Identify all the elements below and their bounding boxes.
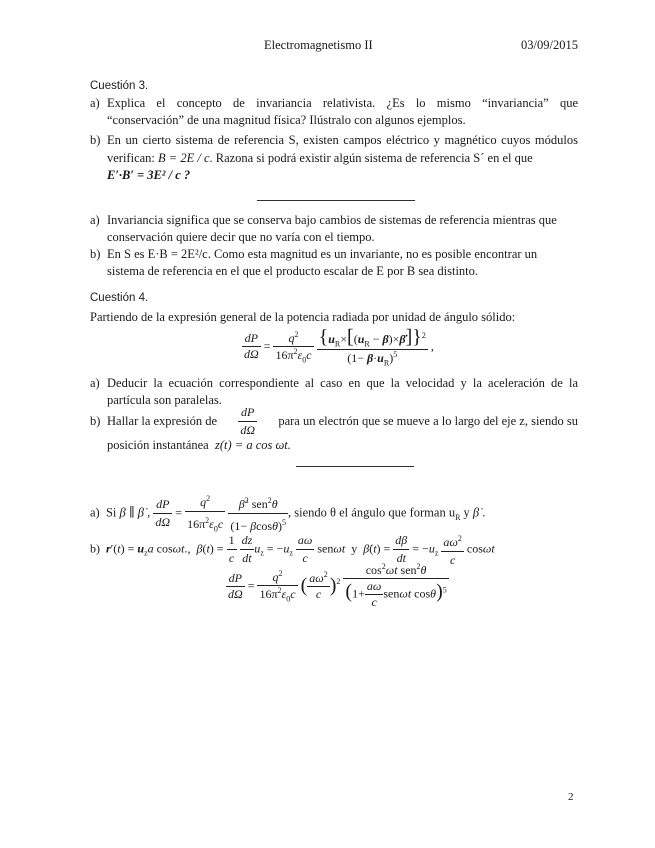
q3-answer-b-line1: En S es E·B = 2E²/c. Como esta magnitud es un invariante, no es posible encontrar un xyxy=(107,247,538,261)
q3-b-line2-pre: verifican: xyxy=(107,151,155,165)
page-number: 2 xyxy=(568,791,574,803)
q3-a-line2: “conservación” de una magnitud física? Ilústralo con algunos ejemplos. xyxy=(107,113,466,127)
q3-b-label: b) xyxy=(90,133,101,147)
q4-a-line1: Deducir la ecuación correspondiente al caso en que la velocidad y la aceleración de la xyxy=(107,376,578,390)
q4-answer-a-text2: y xyxy=(463,505,470,520)
question-4-heading: Cuestión 4. xyxy=(90,292,149,304)
q4-answer-b-result-formula: $\frac{dP}{d\Omega}$ = $\frac{q^2}{16\pi^2\varepsilon_0c}$ ( $\frac{a\omega^2}{c}$ )$^2$ $\cos^2\omega t$ sen$^2$θ (1+ $\frac{a\omega}{c}$ senωt cosθ)$^5$ xyxy=(228,562,447,609)
q4-b-line2 xyxy=(107,437,291,454)
q3-b-condition-equation: B = 2E / c xyxy=(158,151,210,165)
document-title: Electromagnetismo II xyxy=(264,38,373,52)
radiated-power-formula: $\frac{dP}{d\Omega}$ = $\frac{q^2}{16\pi^2\varepsilon_0c}$ $\frac{\{u_R\times[(u_R - \beta)\times\betȧ]\}^2}{(1- \beta\cdot u_R)^5}$ , xyxy=(244,326,434,368)
q3-b-target-equation: E′·B′ = 3E² / c ? xyxy=(107,168,191,182)
q3-answer-b-label: b) xyxy=(90,247,101,261)
q3-answer-a-line2: conservación quiere decir que no varía con el tiempo. xyxy=(107,230,375,244)
q3-b-line2-post: . Razona si podrá existir algún sistema de referencia S´ en el que xyxy=(209,151,533,165)
q4-b-line1-pre: Hallar la expresión de xyxy=(107,414,218,428)
q3-a-label: a) xyxy=(90,96,100,110)
q3-b-line2 xyxy=(107,150,533,167)
q3-a-line1: Explica el concepto de invariancia relativista. ¿Es lo mismo “invariancia” que xyxy=(107,96,578,110)
q4-answer-a: a) Si β ∥ β̇ , $\frac{dP}{d\Omega}$ = $\frac{q^2}{16\pi^2\varepsilon_0c}$ $\frac{\betȧ^2 sen^2\theta}{(1- \beta\cos\theta)^5}$ , siendo θ el ángulo que forman $u_R$ y β̇ . xyxy=(90,490,485,537)
q4-answer-b-line1: b) $r'(t) = u_za$ cosωt., β(t) = $\frac{1}{c}$ $\frac{dz}{dt}$ $u_z = -u_z$ $\frac{a\omega}{c}$ senωt y β̇(t) = $\frac{d\beta}{dt}$ = $-u_z$ $\frac{a\omega^2}{c}$ cosωt xyxy=(90,530,495,569)
separator-rule xyxy=(296,466,414,467)
document-date: 03/09/2015 xyxy=(521,38,578,52)
q4-b-line2-pre: posición instantánea xyxy=(107,438,209,452)
q4-b-position-equation: z(t) = a cos ωt. xyxy=(214,438,291,452)
q3-answer-a-label: a) xyxy=(90,213,100,227)
q3-b-line3 xyxy=(107,167,190,184)
q4-b-label: b) xyxy=(90,414,101,428)
q4-a-label: a) xyxy=(90,376,100,390)
q4-answer-a-text: , siendo θ el ángulo que forman u xyxy=(288,505,456,520)
q4-intro: Partiendo de la expresión general de la potencia radiada por unidad de ángulo sólido: xyxy=(90,310,516,324)
q4-a-line2: partícula son paralelas. xyxy=(107,393,222,407)
question-3-heading: Cuestión 3. xyxy=(90,80,149,92)
q4-b-line1: Hallar la expresión de $\frac{dP}{d\Omega}$ para un electrón que se mueve a lo largo del eje z, siendo su xyxy=(107,405,578,437)
q4-b-line1-post: para un electrón que se mueve a lo largo del eje z, siendo su xyxy=(278,414,578,428)
separator-rule xyxy=(257,200,415,201)
q3-answer-b-line2: sistema de referencia en el que el producto escalar de E por B sea distinto. xyxy=(107,264,479,278)
q4-answer-b-and: y xyxy=(351,541,358,556)
q3-answer-a-line1: Invariancia significa que se conserva bajo cambios de sistemas de referencia mientras que xyxy=(107,213,557,227)
q3-b-line1: En un cierto sistema de referencia S, existen campos eléctrico y magnético cuyos módulos xyxy=(107,133,578,147)
